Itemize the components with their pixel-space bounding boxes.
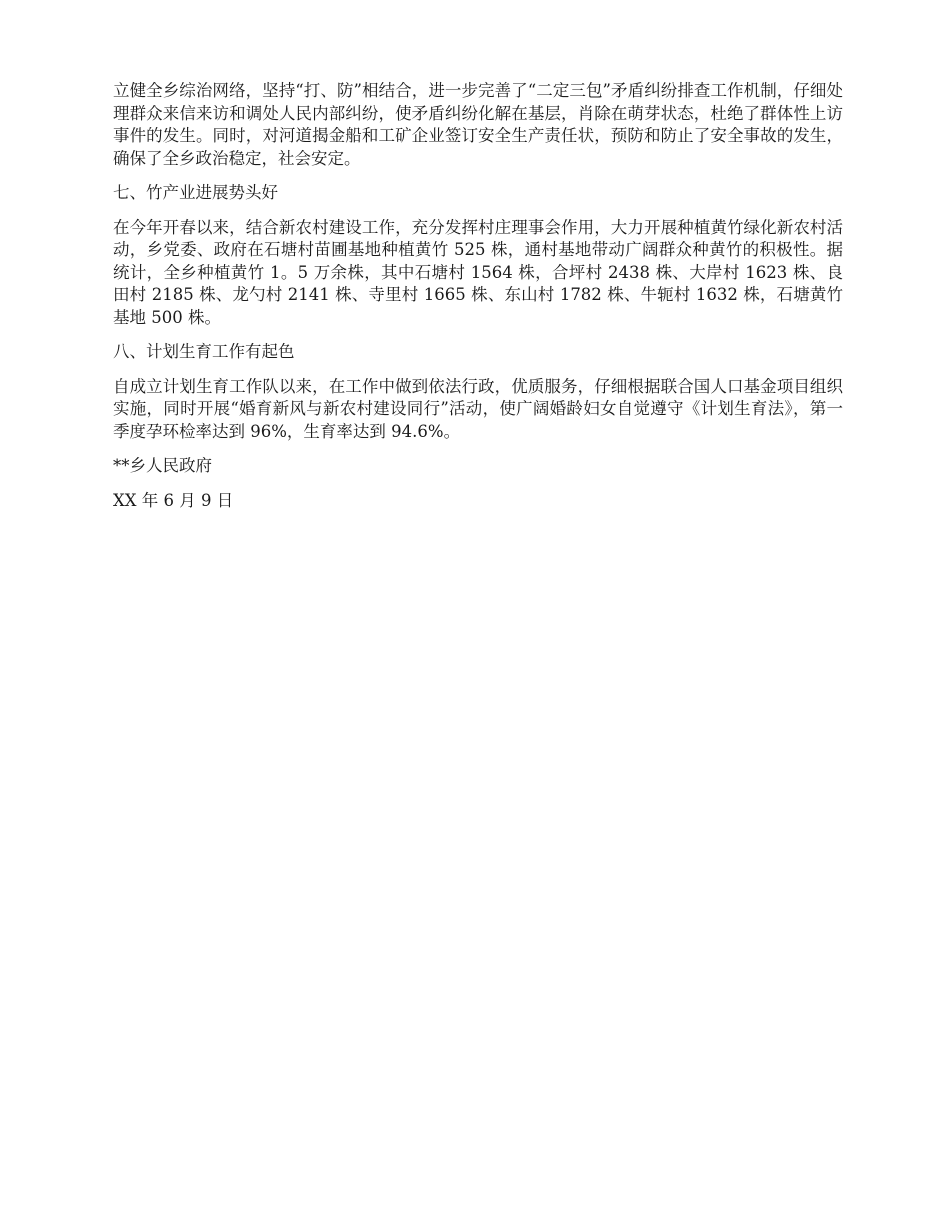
section-heading-bamboo-industry: 七、竹产业进展势头好 — [113, 183, 278, 202]
paragraph-family-planning: 自成立计划生育工作队以来，在工作中做到依法行政，优质服务，仔细根据联合国人口基金项目组织实施，同时开展“婚育新风与新农村建设同行”活动，使广阔婚龄妇女自觉遵守《计划生育法》，第一季度孕环检率达到 96%，生育率达到 94.6%。 — [113, 376, 843, 441]
section-heading-family-planning: 八、计划生育工作有起色 — [113, 342, 295, 361]
signature-date: XX 年 6 月 9 日 — [113, 490, 234, 510]
document-body — [113, 80, 843, 524]
signature-organization: **乡人民政府 — [113, 456, 212, 475]
paragraph-bamboo-industry: 在今年开春以来，结合新农村建设工作，充分发挥村庄理事会作用，大力开展种植黄竹绿化新农村活动，乡党委、政府在石塘村苗圃基地种植黄竹 525 株，通村基地带动广阔群众种黄竹的积极性。据统计，全乡种植黄竹 1。5 万余株，其中石塘村 1564 株，合坪村 2438 株、大岸村 1623 株、良田村 2185 株、龙勺村 2141 株、寺里村 1665 株、东山村 1782 株、牛轭村 1632 株，石塘黄竹基地 500 株。 — [113, 217, 843, 327]
paragraph-public-security: 立健全乡综治网络，坚持“打、防”相结合，进一步完善了“二定三包”矛盾纠纷排查工作机制，仔细处理群众来信来访和调处人民内部纠纷，使矛盾纠纷化解在基层，肖除在萌芽状态，杜绝了群体性上访事件的发生。同时，对河道揭金船和工矿企业签订安全生产责任状，预防和防止了安全事故的发生，确保了全乡政治稳定，社会安定。 — [113, 81, 843, 168]
